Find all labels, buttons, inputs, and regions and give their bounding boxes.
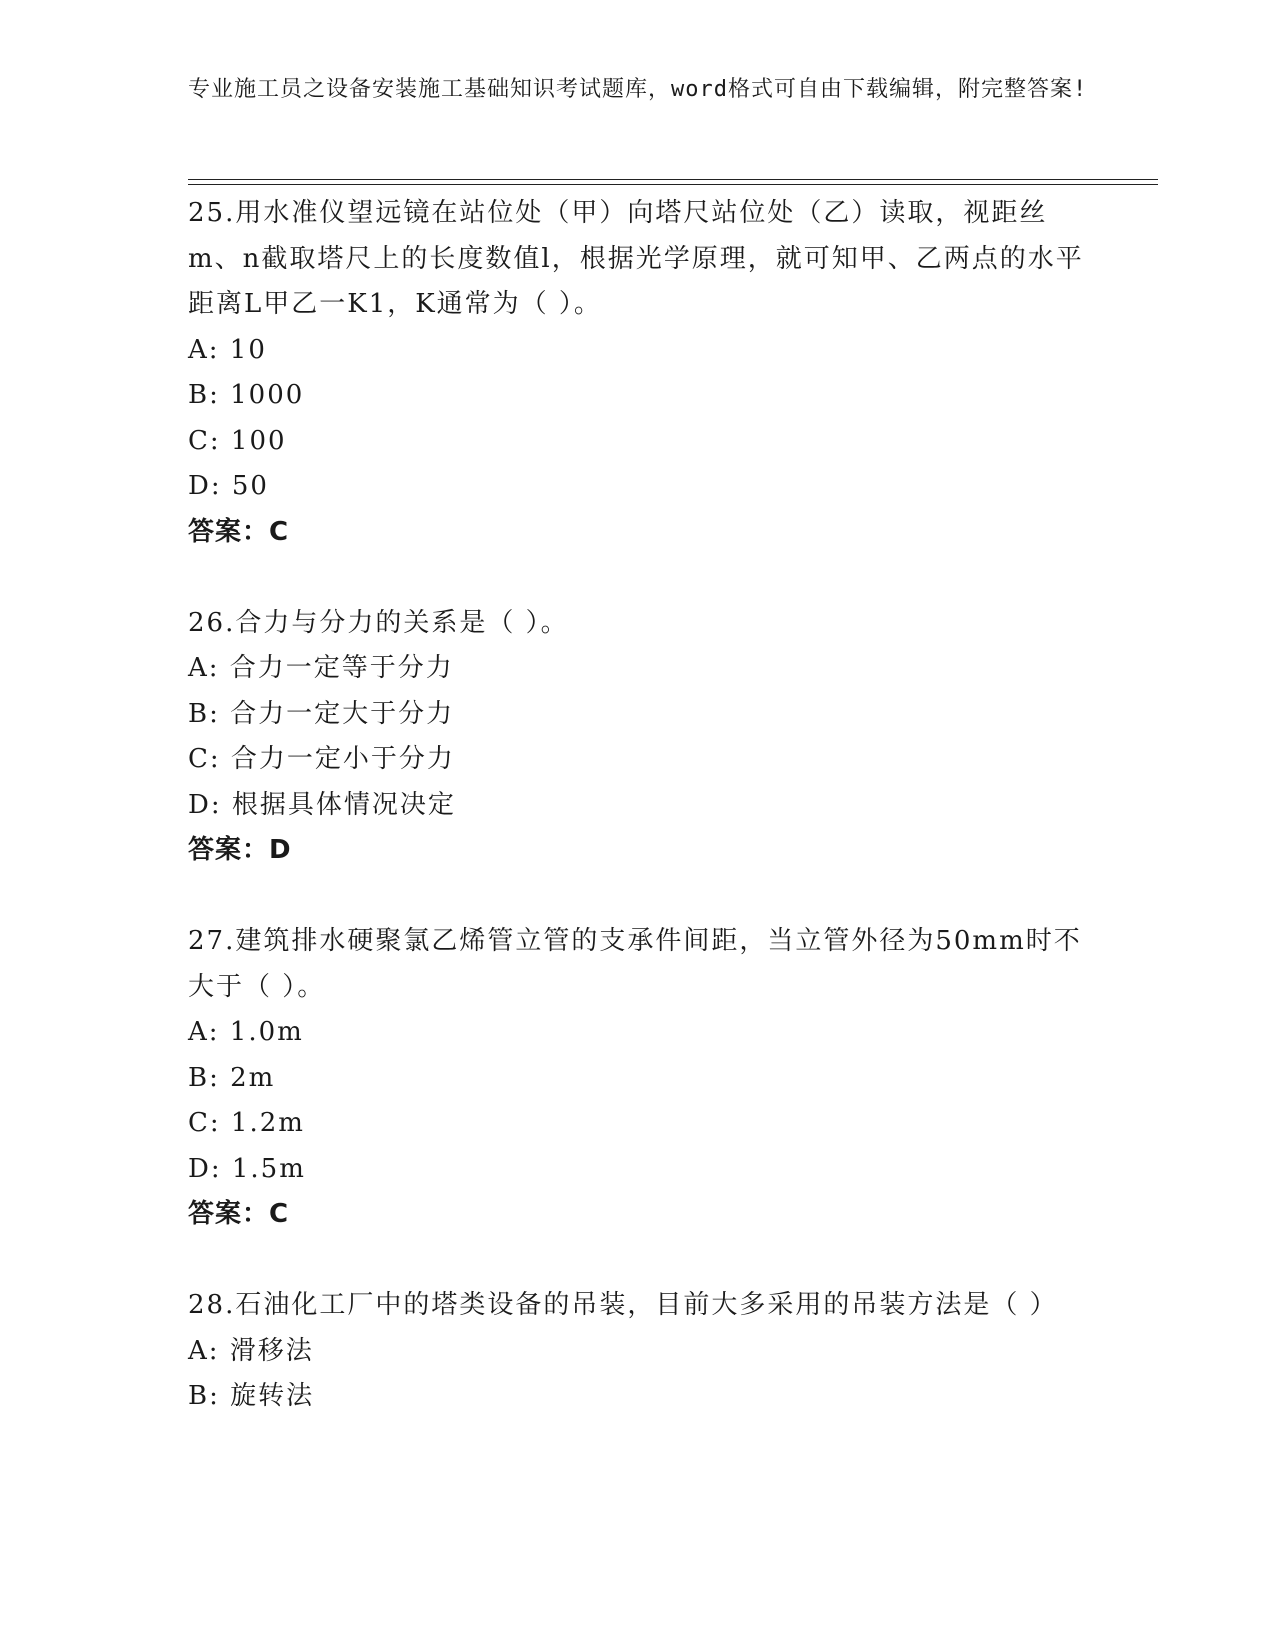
question-list: [188, 191, 1088, 1465]
question-26: [188, 601, 1088, 874]
question-stem: 27.建筑排水硬聚氯乙烯管立管的支承件间距，当立管外径为50mm时不大于（ ）。: [188, 926, 1082, 1002]
option-d: D: 1.5m: [188, 1153, 306, 1184]
option-a: A: 合力一定等于分力: [188, 653, 454, 683]
question-stem: 26.合力与分力的关系是（ ）。: [188, 607, 569, 638]
question-stem: 25.用水准仪望远镜在站位处（甲）向塔尺站位处（乙）读取，视距丝m、n截取塔尺上的长度数值l，根据光学原理，就可知甲、乙两点的水平距离L甲乙一K1，K通常为（ ）。: [188, 198, 1084, 319]
option-d: D: 根据具体情况决定: [188, 789, 456, 820]
question-stem: 28.石油化工厂中的塔类设备的吊装，目前大多采用的吊装方法是（ ）: [188, 1290, 1058, 1320]
document-header: 专业施工员之设备安装施工基础知识考试题库，word格式可自由下载编辑，附完整答案!: [188, 77, 1088, 102]
option-b: B: 合力一定大于分力: [188, 698, 455, 729]
option-d: D: 50: [188, 471, 269, 501]
option-c: C: 1.2m: [188, 1108, 305, 1138]
option-a: A: 10: [188, 334, 267, 365]
option-c: C: 100: [188, 425, 287, 456]
answer: 答案：C: [188, 516, 290, 547]
header-divider-bottom: [188, 184, 1158, 185]
option-a: A: 滑移法: [188, 1335, 314, 1366]
question-28: [188, 1283, 1088, 1420]
question-25: [188, 191, 1088, 555]
question-27: [188, 919, 1088, 1238]
option-b: B: 2m: [188, 1062, 276, 1093]
option-b: B: 1000: [188, 380, 305, 410]
answer: 答案：D: [188, 835, 292, 865]
option-b: B: 旋转法: [188, 1381, 315, 1411]
header-divider-top: [188, 179, 1158, 180]
option-c: C: 合力一定小于分力: [188, 744, 455, 774]
option-a: A: 1.0m: [188, 1017, 304, 1047]
answer: 答案：C: [188, 1199, 290, 1229]
